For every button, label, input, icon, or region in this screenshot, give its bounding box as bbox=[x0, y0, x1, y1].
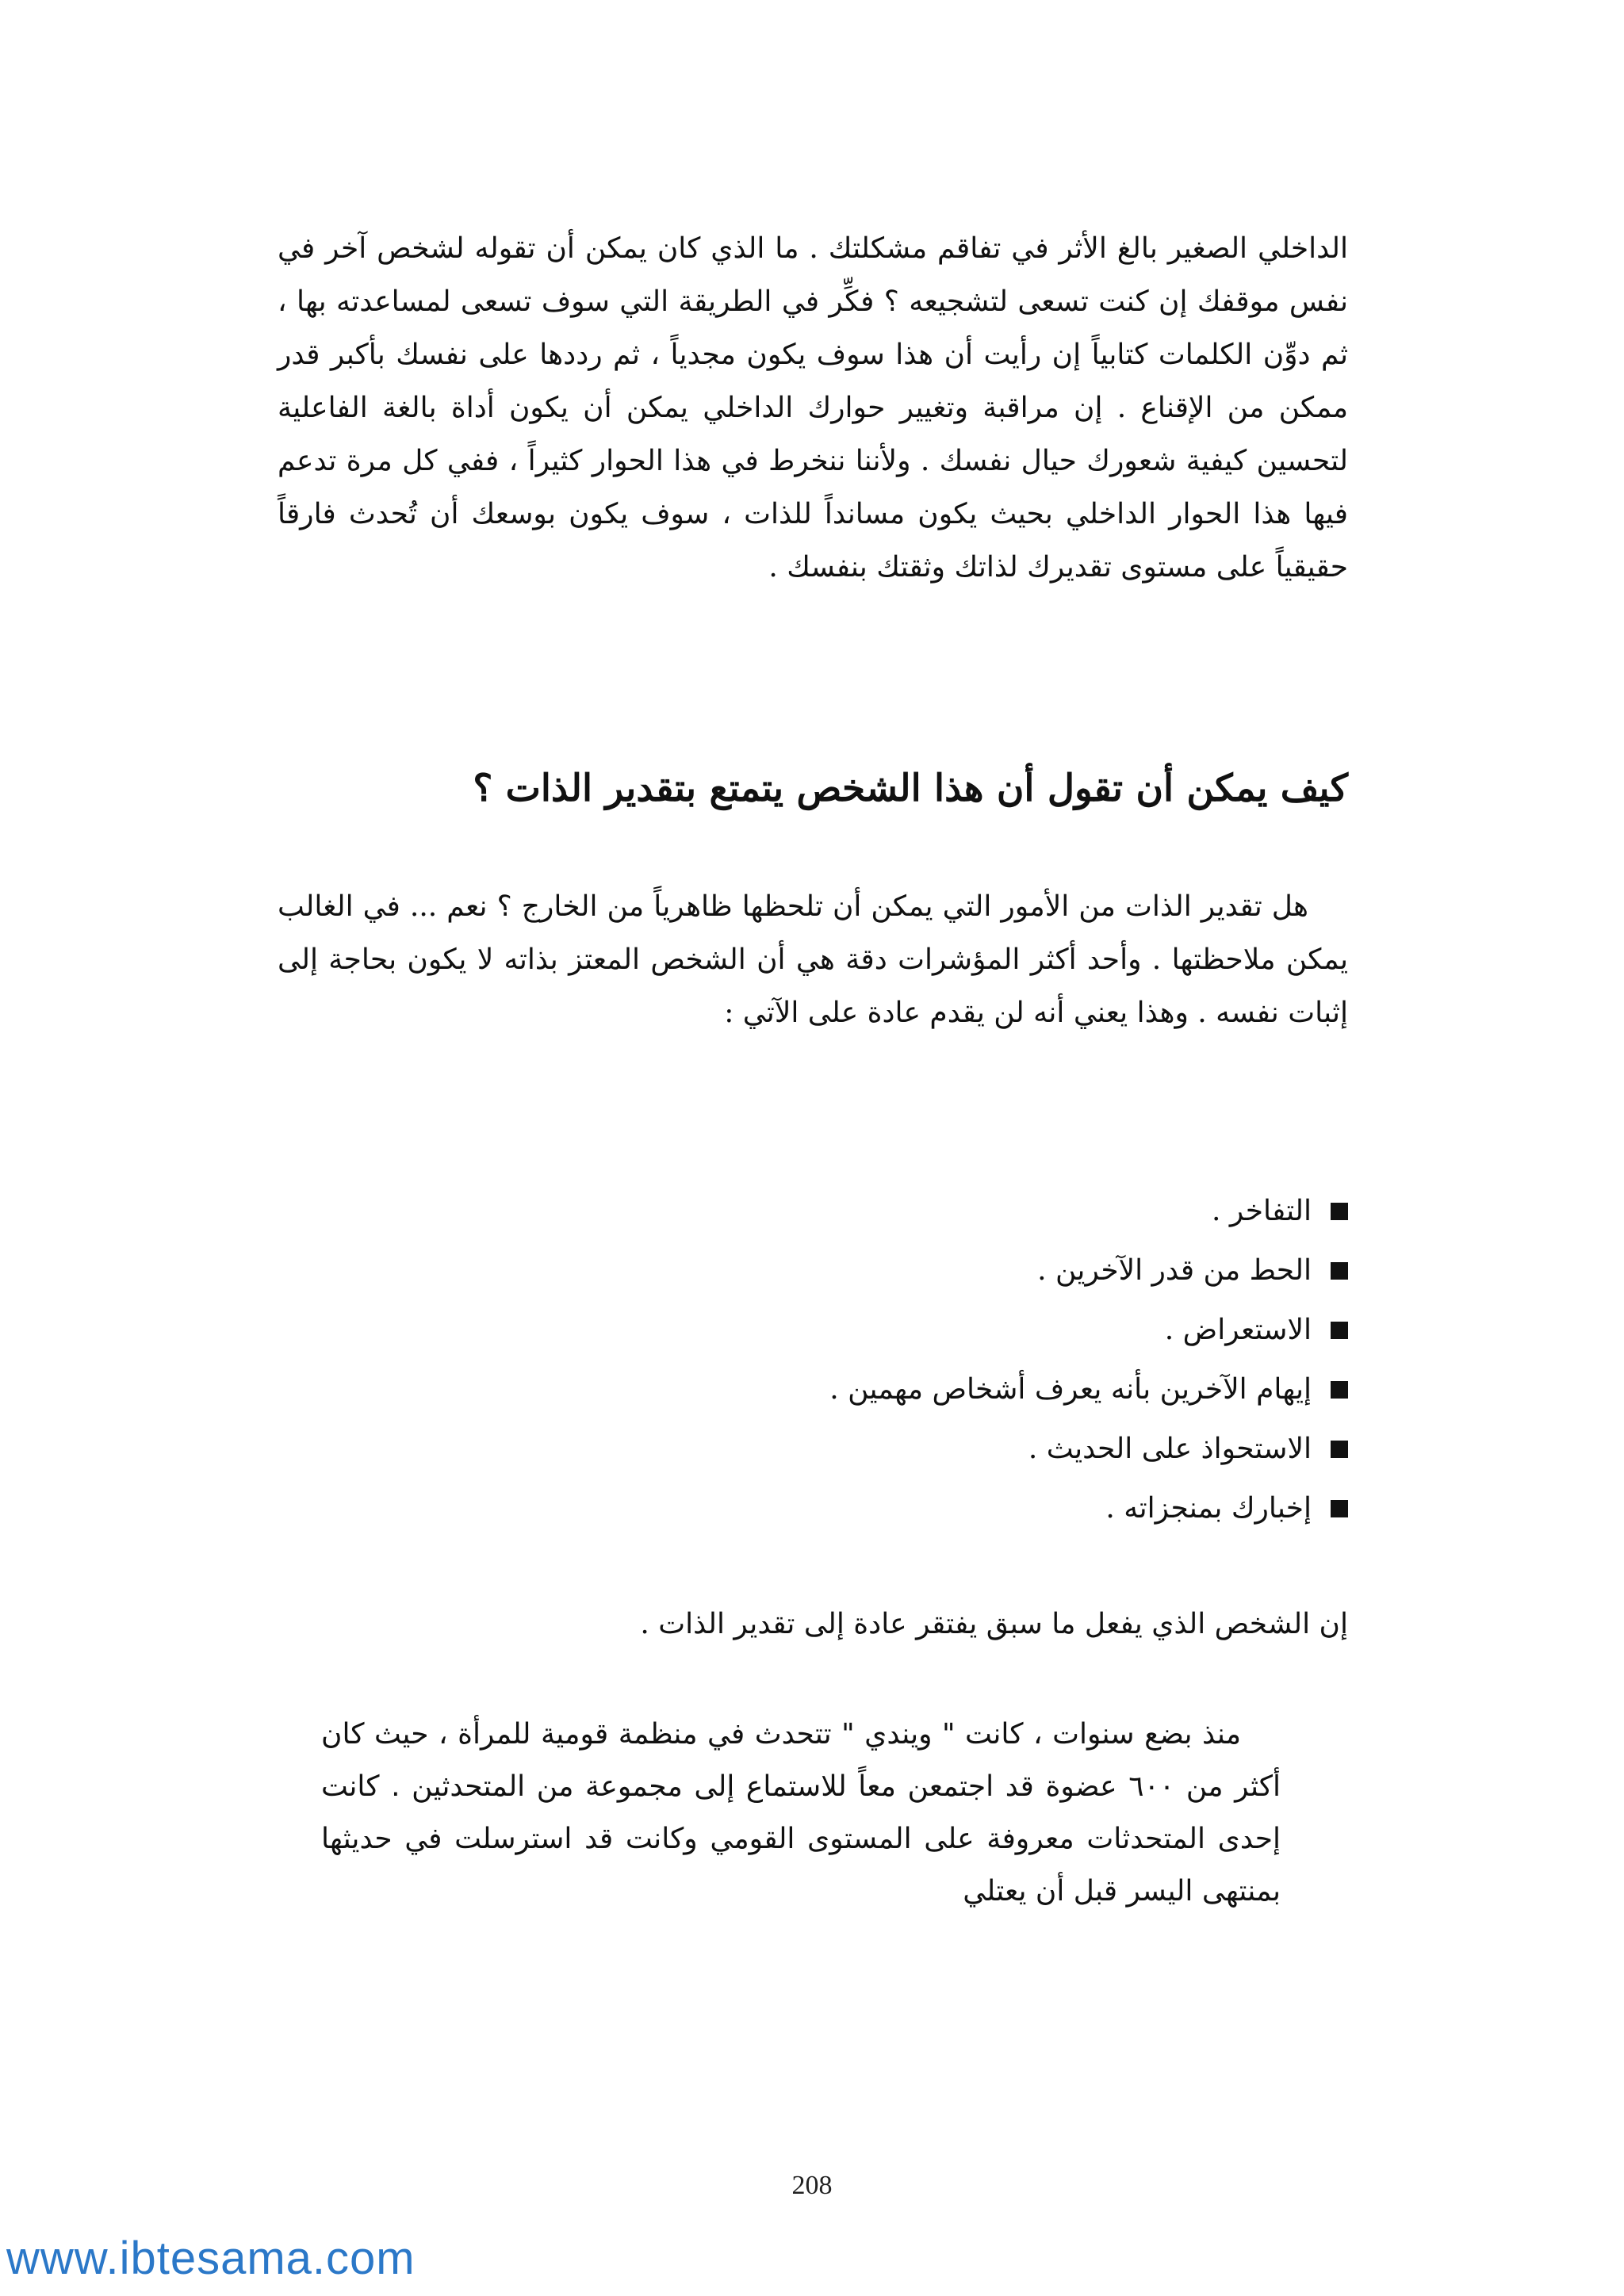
square-bullet-icon bbox=[1331, 1381, 1348, 1399]
square-bullet-icon bbox=[1331, 1262, 1348, 1280]
list-item-text: الاستعراض . bbox=[1164, 1314, 1312, 1346]
watermark-url: www.ibtesama.com bbox=[6, 2233, 416, 2284]
body-paragraph-1: الداخلي الصغير بالغ الأثر في تفاقم مشكلتك . ما الذي كان يمكن أن تقوله لشخص آخر في نفس موقفك إن كنت تسعى لتشجيعه ؟ فكِّر في الطريقة التي سوف تسعى لمساعدته بها ، ثم دوِّن الكلمات كتابياً إن رأيت أن هذا سوف يكون مجدياً ، ثم رددها على نفسك بأكبر قدر ممكن من الإقناع . إن مراقبة وتغيير حوارك الداخلي يمكن أن يكون أداة بالغة الفاعلية لتحسين كيفية شعورك حيال نفسك . ولأننا ننخرط في هذا الحوار كثيراً ، ففي كل مرة تدعم فيها هذا الحوار الداخلي بحيث يكون مسانداً للذات ، سوف يكون بوسعك أن تُحدث فارقاً حقيقياً على مستوى تقديرك لذاتك وثقتك بنفسك . bbox=[278, 232, 1349, 584]
list-item-text: الحط من قدر الآخرين . bbox=[1037, 1254, 1312, 1287]
list-item-text: الاستحواذ على الحديث . bbox=[1028, 1433, 1312, 1465]
body-paragraph-2-text: هل تقدير الذات من الأمور التي يمكن أن تلحظها ظاهرياً من الخارج ؟ نعم ... في الغالب يمكن ملاحظتها . وأحد أكثر المؤشرات دقة هي أن الشخص المعتز بذاته لا يكون بحاجة إلى إثبات نفسه . وهذا يعني أنه لن يقدم عادة على الآتي : bbox=[278, 890, 1348, 1029]
list-item-text: التفاخر . bbox=[1211, 1195, 1312, 1227]
square-bullet-icon bbox=[1331, 1322, 1348, 1339]
square-bullet-icon bbox=[1331, 1500, 1348, 1517]
body-paragraph-2 bbox=[278, 880, 1348, 1039]
story-paragraph-text: منذ بضع سنوات ، كانت " ويندي " تتحدث في منظمة قومية للمرأة ، حيث كان أكثر من ٦٠٠ عضوة قد اجتمعن معاً للاستماع إلى مجموعة من المتحدثين . كانت إحدى المتحدثات معروفة على المستوى القومي وكانت قد استرسلت في حديثها بمنتهى اليسر قبل أن يعتلي bbox=[321, 1718, 1281, 1908]
page-number: 208 bbox=[791, 2171, 833, 2200]
section-heading: كيف يمكن أن تقول أن هذا الشخص يتمتع بتقدير الذات ؟ bbox=[473, 767, 1348, 810]
list-item bbox=[829, 1479, 1348, 1538]
body-paragraph-3: إن الشخص الذي يفعل ما سبق يفتقر عادة إلى تقدير الذات . bbox=[640, 1608, 1348, 1640]
list-item bbox=[829, 1181, 1348, 1241]
list-item bbox=[829, 1300, 1348, 1360]
bullet-list bbox=[829, 1181, 1348, 1538]
list-item bbox=[829, 1360, 1348, 1419]
story-paragraph bbox=[321, 1709, 1281, 1918]
list-item-text: إخبارك بمنجزاته . bbox=[1105, 1492, 1312, 1525]
list-item bbox=[829, 1241, 1348, 1300]
list-item-text: إيهام الآخرين بأنه يعرف أشخاص مهمين . bbox=[829, 1373, 1312, 1406]
square-bullet-icon bbox=[1331, 1203, 1348, 1220]
list-item bbox=[829, 1419, 1348, 1479]
square-bullet-icon bbox=[1331, 1441, 1348, 1458]
